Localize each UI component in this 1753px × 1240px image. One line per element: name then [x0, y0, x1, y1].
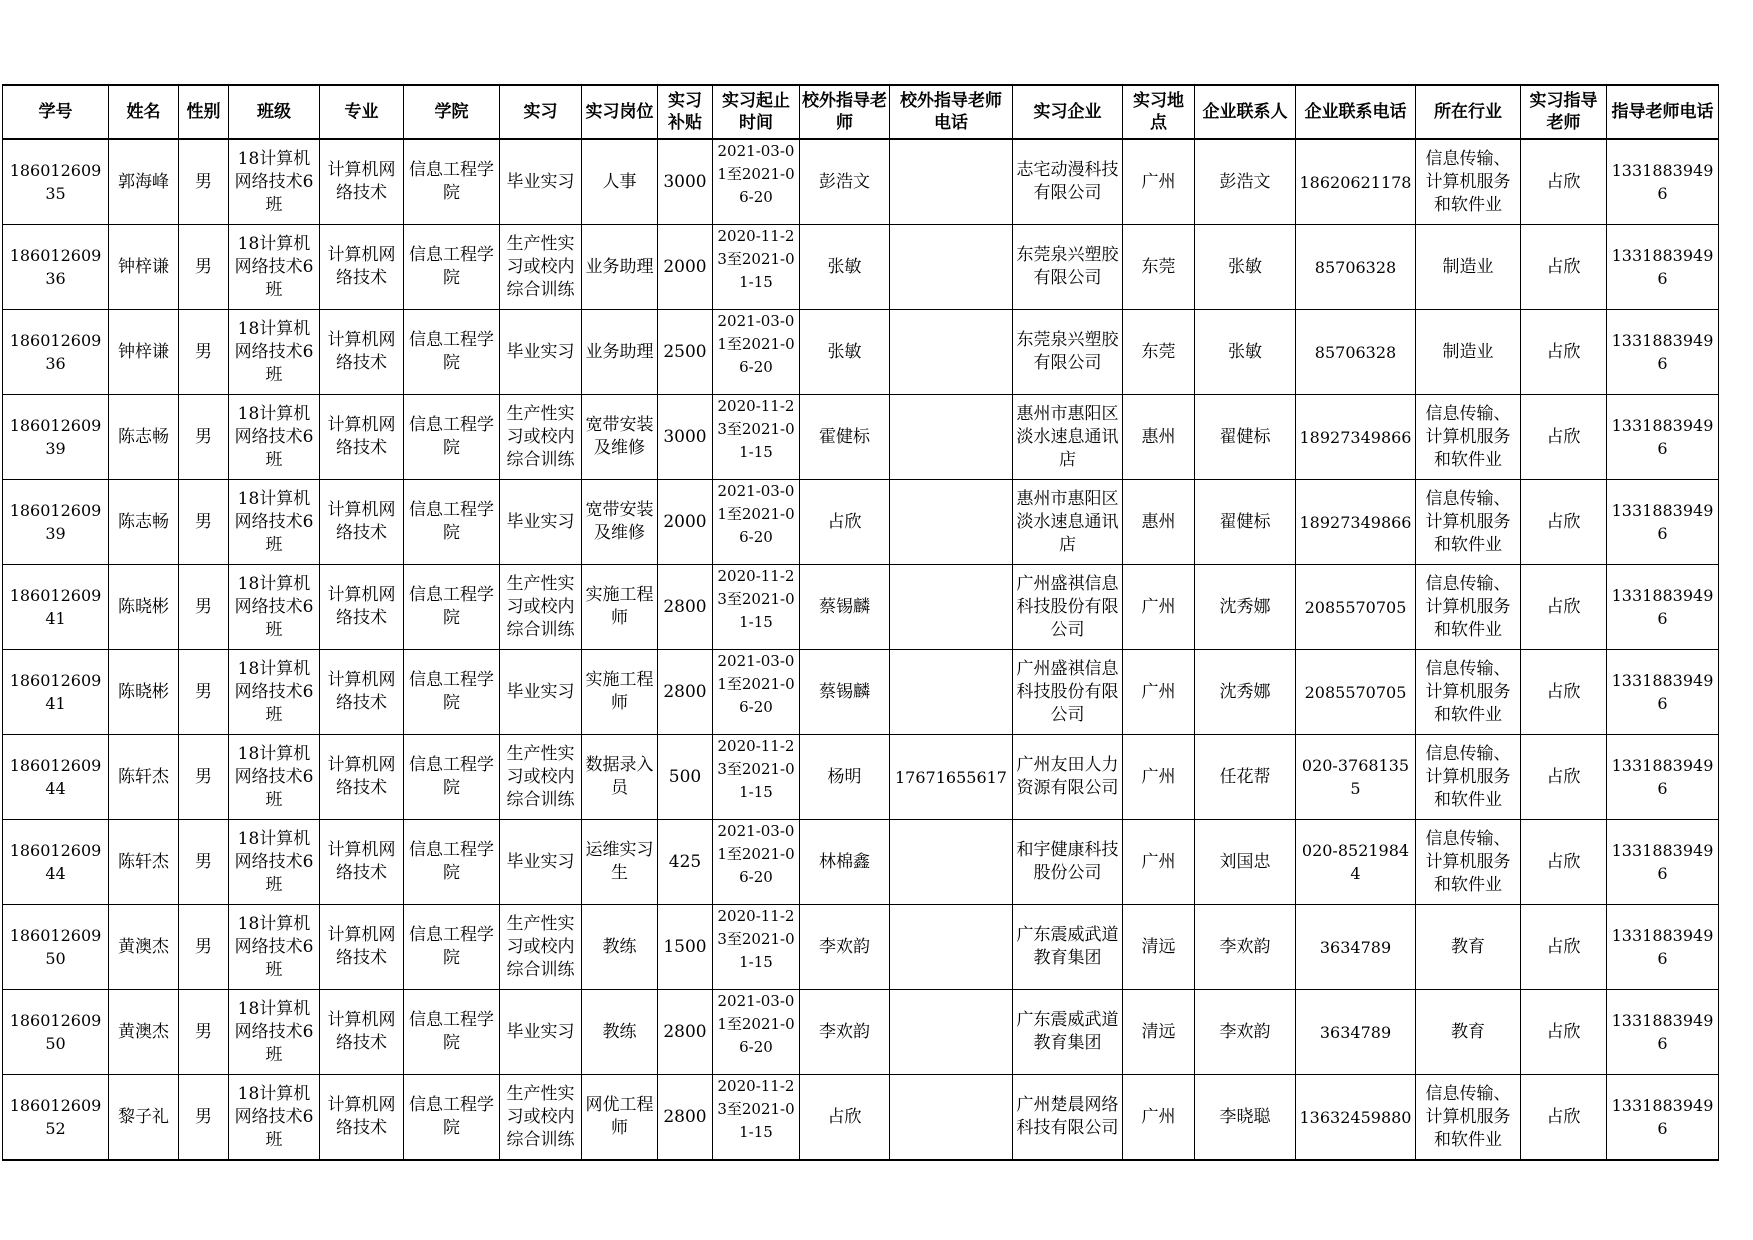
cell-class: 18计算机网络技术6班: [229, 990, 320, 1075]
cell-mentor-phone: 13318839496: [1607, 480, 1719, 565]
cell-internal-mentor: 占欣: [1521, 225, 1607, 310]
cell-internal-mentor: 占欣: [1521, 395, 1607, 480]
cell-company-contact: 李欢韵: [1195, 990, 1296, 1075]
cell-mentor-phone: 13318839496: [1607, 1075, 1719, 1161]
cell-external-mentor: 李欢韵: [800, 905, 890, 990]
cell-internship-type: 毕业实习: [500, 310, 582, 395]
cell-allowance: 425: [658, 820, 713, 905]
cell-position: 数据录入员: [582, 735, 658, 820]
cell-industry: 制造业: [1416, 225, 1521, 310]
cell-college: 信息工程学院: [404, 820, 500, 905]
cell-company-phone: 020-85219844: [1296, 820, 1416, 905]
cell-company-contact: 沈秀娜: [1195, 650, 1296, 735]
cell-major: 计算机网络技术: [320, 820, 404, 905]
cell-college: 信息工程学院: [404, 650, 500, 735]
cell-name: 陈轩杰: [109, 735, 179, 820]
cell-company: 和宇健康科技股份公司: [1013, 820, 1123, 905]
cell-external-mentor-phone: [890, 225, 1013, 310]
cell-position: 业务助理: [582, 225, 658, 310]
header-position: 实习岗位: [582, 85, 658, 139]
cell-mentor-phone: 13318839496: [1607, 310, 1719, 395]
cell-company-contact: 任花帮: [1195, 735, 1296, 820]
cell-name: 陈晓彬: [109, 650, 179, 735]
cell-external-mentor: 张敏: [800, 225, 890, 310]
cell-external-mentor-phone: [890, 650, 1013, 735]
cell-gender: 男: [179, 395, 229, 480]
cell-gender: 男: [179, 1075, 229, 1161]
header-location: 实习地点: [1123, 85, 1195, 139]
period-text: 2020-11-23至2021-01-15: [717, 227, 795, 291]
cell-period: [713, 735, 800, 820]
table-row: [3, 565, 1719, 650]
cell-mentor-phone: 13318839496: [1607, 225, 1719, 310]
cell-internal-mentor: 占欣: [1521, 650, 1607, 735]
cell-student-id: 18601260941: [3, 565, 109, 650]
cell-external-mentor: 李欢韵: [800, 990, 890, 1075]
cell-location: 广州: [1123, 735, 1195, 820]
cell-major: 计算机网络技术: [320, 139, 404, 225]
cell-gender: 男: [179, 650, 229, 735]
table-row: [3, 1075, 1719, 1161]
cell-location: 惠州: [1123, 395, 1195, 480]
cell-location: 清远: [1123, 990, 1195, 1075]
cell-company: 广州楚晨网络科技有限公司: [1013, 1075, 1123, 1161]
cell-company: 东莞泉兴塑胶有限公司: [1013, 310, 1123, 395]
cell-allowance: 2000: [658, 480, 713, 565]
cell-allowance: 2800: [658, 1075, 713, 1161]
cell-company-contact: 翟健标: [1195, 395, 1296, 480]
cell-major: 计算机网络技术: [320, 480, 404, 565]
cell-company-contact: 张敏: [1195, 310, 1296, 395]
cell-location: 广州: [1123, 565, 1195, 650]
cell-mentor-phone: 13318839496: [1607, 820, 1719, 905]
cell-period: [713, 1075, 800, 1161]
cell-company-contact: 沈秀娜: [1195, 565, 1296, 650]
cell-internal-mentor: 占欣: [1521, 820, 1607, 905]
cell-gender: 男: [179, 990, 229, 1075]
cell-college: 信息工程学院: [404, 480, 500, 565]
cell-location: 广州: [1123, 650, 1195, 735]
cell-name: 陈志畅: [109, 395, 179, 480]
header-allowance: 实习补贴: [658, 85, 713, 139]
cell-external-mentor: 占欣: [800, 1075, 890, 1161]
cell-company-phone: 2085570705: [1296, 650, 1416, 735]
cell-mentor-phone: 13318839496: [1607, 395, 1719, 480]
table-body: [3, 139, 1719, 1160]
cell-internal-mentor: 占欣: [1521, 905, 1607, 990]
period-text: 2021-03-01至2021-06-20: [717, 992, 795, 1056]
cell-major: 计算机网络技术: [320, 990, 404, 1075]
cell-company-phone: 18927349866: [1296, 480, 1416, 565]
cell-student-id: 18601260941: [3, 650, 109, 735]
cell-external-mentor: 霍健标: [800, 395, 890, 480]
cell-external-mentor: 张敏: [800, 310, 890, 395]
cell-company: 广州盛祺信息科技股份有限公司: [1013, 650, 1123, 735]
cell-external-mentor: 杨明: [800, 735, 890, 820]
cell-major: 计算机网络技术: [320, 310, 404, 395]
cell-external-mentor-phone: [890, 905, 1013, 990]
cell-name: 钟梓谦: [109, 225, 179, 310]
header-internship-type: 实习: [500, 85, 582, 139]
cell-student-id: 18601260944: [3, 735, 109, 820]
header-external-mentor: 校外指导老师: [800, 85, 890, 139]
cell-student-id: 18601260939: [3, 480, 109, 565]
cell-name: 黄澳杰: [109, 905, 179, 990]
cell-position: 实施工程师: [582, 650, 658, 735]
cell-allowance: 2500: [658, 310, 713, 395]
cell-major: 计算机网络技术: [320, 905, 404, 990]
cell-internship-type: 生产性实习或校内综合训练: [500, 735, 582, 820]
cell-allowance: 1500: [658, 905, 713, 990]
cell-external-mentor: 占欣: [800, 480, 890, 565]
cell-period: [713, 395, 800, 480]
cell-company-phone: 18927349866: [1296, 395, 1416, 480]
cell-company: 东莞泉兴塑胶有限公司: [1013, 225, 1123, 310]
cell-class: 18计算机网络技术6班: [229, 905, 320, 990]
cell-college: 信息工程学院: [404, 1075, 500, 1161]
period-text: 2020-11-23至2021-01-15: [717, 907, 795, 971]
cell-internal-mentor: 占欣: [1521, 480, 1607, 565]
header-college: 学院: [404, 85, 500, 139]
cell-internal-mentor: 占欣: [1521, 1075, 1607, 1161]
cell-student-id: 18601260939: [3, 395, 109, 480]
cell-allowance: 500: [658, 735, 713, 820]
cell-industry: 信息传输、计算机服务和软件业: [1416, 820, 1521, 905]
cell-student-id: 18601260944: [3, 820, 109, 905]
table-row: [3, 820, 1719, 905]
cell-company: 广东震威武道教育集团: [1013, 905, 1123, 990]
cell-position: 实施工程师: [582, 565, 658, 650]
cell-internship-type: 毕业实习: [500, 650, 582, 735]
cell-industry: 信息传输、计算机服务和软件业: [1416, 139, 1521, 225]
cell-industry: 信息传输、计算机服务和软件业: [1416, 1075, 1521, 1161]
period-text: 2020-11-23至2021-01-15: [717, 567, 795, 631]
table-row: [3, 395, 1719, 480]
cell-company-contact: 张敏: [1195, 225, 1296, 310]
cell-gender: 男: [179, 225, 229, 310]
period-text: 2021-03-01至2021-06-20: [717, 142, 795, 206]
cell-external-mentor: 林棉鑫: [800, 820, 890, 905]
cell-company-phone: 85706328: [1296, 225, 1416, 310]
cell-class: 18计算机网络技术6班: [229, 650, 320, 735]
cell-external-mentor-phone: 17671655617: [890, 735, 1013, 820]
cell-period: [713, 310, 800, 395]
cell-internal-mentor: 占欣: [1521, 565, 1607, 650]
cell-allowance: 3000: [658, 395, 713, 480]
header-mentor-phone: 指导老师电话: [1607, 85, 1719, 139]
cell-student-id: 18601260952: [3, 1075, 109, 1161]
cell-college: 信息工程学院: [404, 139, 500, 225]
cell-company: 惠州市惠阳区淡水速息通讯店: [1013, 480, 1123, 565]
cell-class: 18计算机网络技术6班: [229, 735, 320, 820]
cell-student-id: 18601260935: [3, 139, 109, 225]
cell-position: 人事: [582, 139, 658, 225]
period-text: 2021-03-01至2021-06-20: [717, 652, 795, 716]
period-text: 2021-03-01至2021-06-20: [717, 482, 795, 546]
header-industry: 所在行业: [1416, 85, 1521, 139]
cell-external-mentor-phone: [890, 820, 1013, 905]
cell-college: 信息工程学院: [404, 395, 500, 480]
cell-internship-type: 毕业实习: [500, 480, 582, 565]
cell-name: 钟梓谦: [109, 310, 179, 395]
cell-internal-mentor: 占欣: [1521, 139, 1607, 225]
cell-external-mentor: 彭浩文: [800, 139, 890, 225]
cell-class: 18计算机网络技术6班: [229, 480, 320, 565]
header-external-mentor-phone: 校外指导老师电话: [890, 85, 1013, 139]
table-header: [3, 85, 1719, 139]
table-row: [3, 480, 1719, 565]
cell-internship-type: 生产性实习或校内综合训练: [500, 1075, 582, 1161]
cell-student-id: 18601260950: [3, 905, 109, 990]
period-text: 2020-11-23至2021-01-15: [717, 1077, 795, 1141]
cell-name: 黄澳杰: [109, 990, 179, 1075]
cell-company: 惠州市惠阳区淡水速息通讯店: [1013, 395, 1123, 480]
cell-company-contact: 翟健标: [1195, 480, 1296, 565]
cell-industry: 教育: [1416, 905, 1521, 990]
cell-college: 信息工程学院: [404, 565, 500, 650]
cell-internship-type: 毕业实习: [500, 820, 582, 905]
cell-position: 教练: [582, 990, 658, 1075]
cell-major: 计算机网络技术: [320, 1075, 404, 1161]
cell-internship-type: 生产性实习或校内综合训练: [500, 395, 582, 480]
cell-mentor-phone: 13318839496: [1607, 905, 1719, 990]
cell-gender: 男: [179, 310, 229, 395]
cell-allowance: 3000: [658, 139, 713, 225]
header-class: 班级: [229, 85, 320, 139]
table-row: [3, 225, 1719, 310]
cell-allowance: 2800: [658, 565, 713, 650]
cell-location: 东莞: [1123, 310, 1195, 395]
cell-company-contact: 李欢韵: [1195, 905, 1296, 990]
cell-gender: 男: [179, 565, 229, 650]
cell-external-mentor-phone: [890, 480, 1013, 565]
cell-external-mentor-phone: [890, 139, 1013, 225]
cell-class: 18计算机网络技术6班: [229, 565, 320, 650]
cell-industry: 信息传输、计算机服务和软件业: [1416, 565, 1521, 650]
cell-company-phone: 85706328: [1296, 310, 1416, 395]
cell-external-mentor-phone: [890, 1075, 1013, 1161]
cell-mentor-phone: 13318839496: [1607, 565, 1719, 650]
cell-company-contact: 刘国忠: [1195, 820, 1296, 905]
cell-location: 惠州: [1123, 480, 1195, 565]
period-text: 2020-11-23至2021-01-15: [717, 737, 795, 801]
cell-major: 计算机网络技术: [320, 735, 404, 820]
cell-class: 18计算机网络技术6班: [229, 225, 320, 310]
cell-class: 18计算机网络技术6班: [229, 395, 320, 480]
cell-industry: 信息传输、计算机服务和软件业: [1416, 735, 1521, 820]
header-company-phone: 企业联系电话: [1296, 85, 1416, 139]
cell-gender: 男: [179, 735, 229, 820]
table-row: [3, 990, 1719, 1075]
cell-industry: 信息传输、计算机服务和软件业: [1416, 480, 1521, 565]
cell-position: 宽带安装及维修: [582, 395, 658, 480]
cell-position: 运维实习生: [582, 820, 658, 905]
header-internal-mentor: 实习指导老师: [1521, 85, 1607, 139]
cell-external-mentor: 蔡锡麟: [800, 565, 890, 650]
cell-gender: 男: [179, 139, 229, 225]
cell-industry: 教育: [1416, 990, 1521, 1075]
cell-name: 陈晓彬: [109, 565, 179, 650]
cell-period: [713, 139, 800, 225]
internship-table: [2, 84, 1719, 1161]
cell-internal-mentor: 占欣: [1521, 310, 1607, 395]
cell-company: 广州盛祺信息科技股份有限公司: [1013, 565, 1123, 650]
cell-student-id: 18601260950: [3, 990, 109, 1075]
cell-college: 信息工程学院: [404, 225, 500, 310]
cell-location: 广州: [1123, 139, 1195, 225]
cell-period: [713, 565, 800, 650]
cell-internship-type: 毕业实习: [500, 139, 582, 225]
header-period: 实习起止时间: [713, 85, 800, 139]
cell-internship-type: 生产性实习或校内综合训练: [500, 565, 582, 650]
cell-company: 广州友田人力资源有限公司: [1013, 735, 1123, 820]
header-name: 姓名: [109, 85, 179, 139]
cell-company: 广东震威武道教育集团: [1013, 990, 1123, 1075]
cell-internship-type: 生产性实习或校内综合训练: [500, 905, 582, 990]
cell-class: 18计算机网络技术6班: [229, 310, 320, 395]
cell-name: 陈志畅: [109, 480, 179, 565]
header-student-id: 学号: [3, 85, 109, 139]
cell-mentor-phone: 13318839496: [1607, 735, 1719, 820]
cell-major: 计算机网络技术: [320, 395, 404, 480]
cell-period: [713, 225, 800, 310]
cell-period: [713, 480, 800, 565]
table-row: [3, 735, 1719, 820]
cell-period: [713, 990, 800, 1075]
cell-gender: 男: [179, 905, 229, 990]
header-gender: 性别: [179, 85, 229, 139]
cell-allowance: 2800: [658, 650, 713, 735]
cell-major: 计算机网络技术: [320, 565, 404, 650]
cell-industry: 信息传输、计算机服务和软件业: [1416, 650, 1521, 735]
cell-internship-type: 生产性实习或校内综合训练: [500, 225, 582, 310]
table-row: [3, 905, 1719, 990]
cell-company: 志宅动漫科技有限公司: [1013, 139, 1123, 225]
cell-external-mentor-phone: [890, 565, 1013, 650]
cell-external-mentor-phone: [890, 310, 1013, 395]
cell-company-phone: 2085570705: [1296, 565, 1416, 650]
cell-position: 宽带安装及维修: [582, 480, 658, 565]
cell-allowance: 2800: [658, 990, 713, 1075]
cell-company-contact: 彭浩文: [1195, 139, 1296, 225]
cell-mentor-phone: 13318839496: [1607, 990, 1719, 1075]
cell-internal-mentor: 占欣: [1521, 990, 1607, 1075]
cell-name: 黎子礼: [109, 1075, 179, 1161]
cell-period: [713, 650, 800, 735]
period-text: 2021-03-01至2021-06-20: [717, 312, 795, 376]
cell-allowance: 2000: [658, 225, 713, 310]
cell-college: 信息工程学院: [404, 310, 500, 395]
cell-period: [713, 820, 800, 905]
cell-location: 东莞: [1123, 225, 1195, 310]
cell-college: 信息工程学院: [404, 905, 500, 990]
cell-external-mentor: 蔡锡麟: [800, 650, 890, 735]
cell-company-phone: 3634789: [1296, 905, 1416, 990]
header-company: 实习企业: [1013, 85, 1123, 139]
header-company-contact: 企业联系人: [1195, 85, 1296, 139]
cell-company-phone: 13632459880: [1296, 1075, 1416, 1161]
table-row: [3, 650, 1719, 735]
cell-major: 计算机网络技术: [320, 650, 404, 735]
cell-class: 18计算机网络技术6班: [229, 139, 320, 225]
table-row: [3, 310, 1719, 395]
cell-location: 清远: [1123, 905, 1195, 990]
cell-class: 18计算机网络技术6班: [229, 1075, 320, 1161]
cell-location: 广州: [1123, 1075, 1195, 1161]
cell-position: 网优工程师: [582, 1075, 658, 1161]
cell-college: 信息工程学院: [404, 990, 500, 1075]
cell-internship-type: 毕业实习: [500, 990, 582, 1075]
header-row: [3, 85, 1719, 139]
cell-company-contact: 李晓聪: [1195, 1075, 1296, 1161]
cell-gender: 男: [179, 480, 229, 565]
header-major: 专业: [320, 85, 404, 139]
cell-major: 计算机网络技术: [320, 225, 404, 310]
cell-company-phone: 020-37681355: [1296, 735, 1416, 820]
cell-name: 郭海峰: [109, 139, 179, 225]
cell-internal-mentor: 占欣: [1521, 735, 1607, 820]
cell-position: 教练: [582, 905, 658, 990]
cell-company-phone: 3634789: [1296, 990, 1416, 1075]
cell-class: 18计算机网络技术6班: [229, 820, 320, 905]
period-text: 2020-11-23至2021-01-15: [717, 397, 795, 461]
cell-period: [713, 905, 800, 990]
cell-external-mentor-phone: [890, 990, 1013, 1075]
cell-mentor-phone: 13318839496: [1607, 650, 1719, 735]
cell-student-id: 18601260936: [3, 225, 109, 310]
cell-gender: 男: [179, 820, 229, 905]
cell-college: 信息工程学院: [404, 735, 500, 820]
cell-company-phone: 18620621178: [1296, 139, 1416, 225]
cell-name: 陈轩杰: [109, 820, 179, 905]
cell-industry: 制造业: [1416, 310, 1521, 395]
table-row: [3, 139, 1719, 225]
cell-location: 广州: [1123, 820, 1195, 905]
cell-mentor-phone: 13318839496: [1607, 139, 1719, 225]
cell-student-id: 18601260936: [3, 310, 109, 395]
cell-industry: 信息传输、计算机服务和软件业: [1416, 395, 1521, 480]
period-text: 2021-03-01至2021-06-20: [717, 822, 795, 886]
cell-position: 业务助理: [582, 310, 658, 395]
cell-external-mentor-phone: [890, 395, 1013, 480]
